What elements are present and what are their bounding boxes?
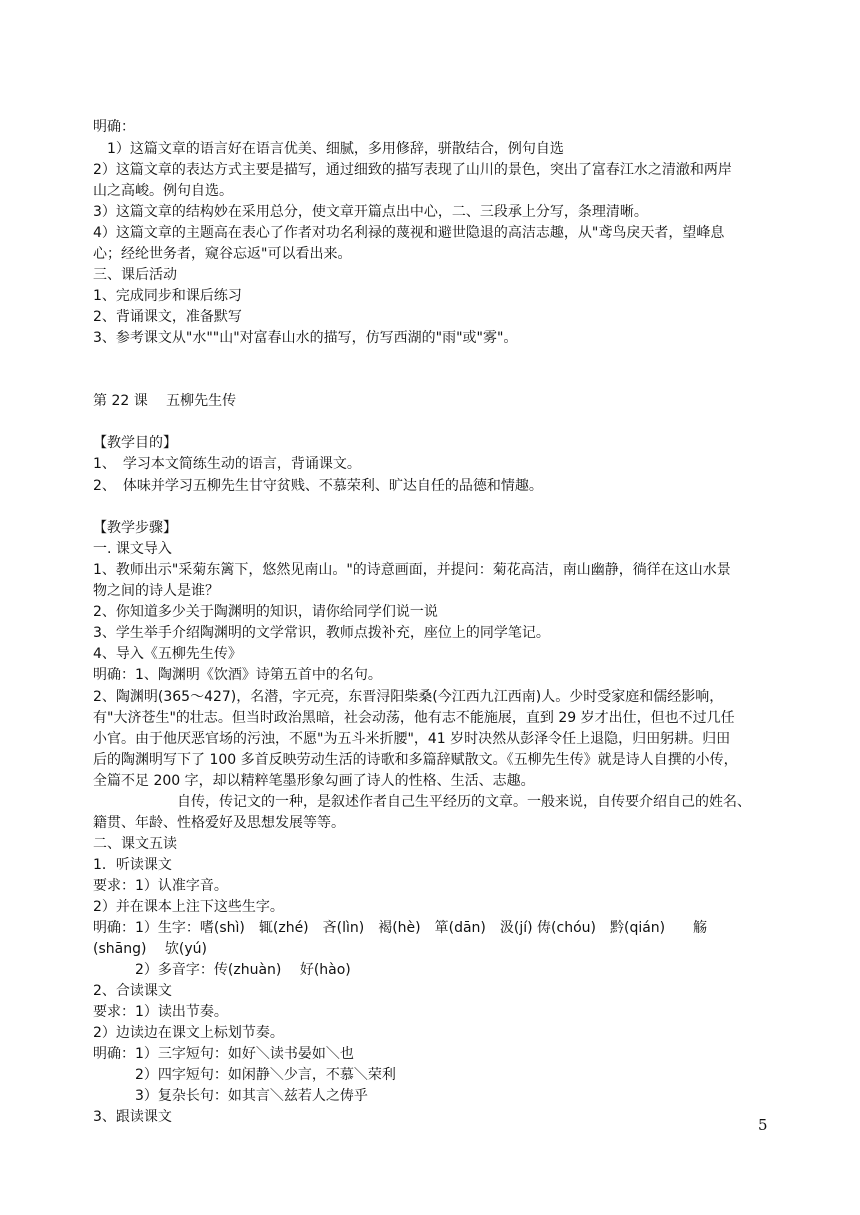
text-line: 1、教师出示"采菊东篱下，悠然见南山。"的诗意画面，并提问：菊花高洁，南山幽静，徜徉在这山水景	[93, 562, 731, 578]
text-line: 1、 学习本文简练生动的语言，背诵课文。	[93, 456, 361, 472]
text-line: 2）多音字：传(zhuàn) 好(hào)	[93, 962, 351, 978]
text-line: 4）这篇文章的主题高在表心了作者对功名利禄的蔑视和避世隐退的高洁志趣，从"鸢鸟戾天者，望峰息	[93, 225, 725, 241]
text-line: 1．听读课文	[93, 857, 172, 873]
text-line: 明确：1）三字短句：如好＼读书晏如＼也	[93, 1046, 354, 1062]
text-line: 小官。由于他厌恶官场的污浊，不愿"为五斗米折腰"，41 岁时决然从彭泽令任上退隐，归田躬耕。归田	[93, 731, 731, 747]
text-line: 3）复杂长句：如其言＼兹若人之俦乎	[93, 1088, 368, 1104]
text-line: 2）并在课本上注下这些生字。	[93, 899, 284, 915]
text-line: 山之高峻。例句自选。	[93, 183, 233, 199]
page-number: 5	[758, 1116, 768, 1134]
text-line: (shāng) 欤(yú)	[93, 941, 207, 957]
text-line: 要求：1）读出节奏。	[93, 1004, 228, 1020]
text-line: 后的陶渊明写下了 100 多首反映劳动生活的诗歌和多篇辞赋散文。《五柳先生传》就是诗人自撰的小传，	[93, 752, 738, 768]
text-line: 4、导入《五柳先生传》	[93, 646, 242, 662]
text-line: 2）四字短句：如闲静＼少言，不慕＼荣利	[93, 1067, 396, 1083]
section-heading: 三、课后活动	[93, 267, 177, 283]
lesson-title: 第 22 课 五柳先生传	[93, 393, 237, 409]
section-heading: 二、课文五读	[93, 836, 177, 852]
text-line: 2）这篇文章的表达方式主要是描写，通过细致的描写表现了山川的景色，突出了富春江水之清澈和两岸	[93, 162, 732, 178]
text-line: 物之间的诗人是谁？	[93, 583, 219, 599]
text-line: 1、完成同步和课后练习	[93, 288, 242, 304]
text-line: 2、合读课文	[93, 983, 172, 999]
text-line: 明确：1、陶渊明《饮酒》诗第五首中的名句。	[93, 667, 382, 683]
section-heading: 一. 课文导入	[93, 541, 172, 557]
text-line: 心；经纶世务者，窥谷忘返"可以看出来。	[93, 246, 352, 262]
text-line: 自传，传记文的一种，是叙述作者自己生平经历的文章。一般来说，自传要介绍自己的姓名、	[93, 794, 751, 810]
text-line: 3、跟读课文	[93, 1109, 172, 1125]
text-line: 2、背诵课文，准备默写	[93, 309, 242, 325]
text-line: 3、学生举手介绍陶渊明的文学常识，教师点拨补充，座位上的同学笔记。	[93, 625, 550, 641]
text-line: 2）边读边在课文上标划节奏。	[93, 1025, 284, 1041]
section-heading: 【教学目的】	[93, 435, 177, 451]
text-line: 明确：	[93, 119, 135, 135]
text-line: 全篇不足 200 字，却以精粹笔墨形象勾画了诗人的性格、生活、志趣。	[93, 773, 535, 789]
text-line: 3、参考课文从"水""山"对富春山水的描写，仿写西湖的"雨"或"雾"。	[93, 330, 518, 346]
text-line: 籍贯、年龄、性格爱好及思想发展等等。	[93, 815, 345, 831]
text-line: 2、 体味并学习五柳先生甘守贫贱、不慕荣利、旷达自任的品德和情趣。	[93, 478, 543, 494]
text-line: 1）这篇文章的语言好在语言优美、细腻，多用修辞，骈散结合，例句自选	[93, 141, 564, 157]
text-line: 有"大济苍生"的壮志。但当时政治黑暗，社会动荡，他有志不能施展，直到 29 岁才出仕，但也不过几任	[93, 710, 735, 726]
text-line: 要求：1）认准字音。	[93, 878, 228, 894]
section-heading: 【教学步骤】	[93, 520, 177, 536]
text-line: 明确：1）生字：嗜(shì) 辄(zhé) 吝(lìn) 褐(hè) 箪(dān) 汲(jí) 俦(chóu) 黔(qián) 觞	[93, 920, 708, 936]
text-line: 3）这篇文章的结构妙在采用总分，使文章开篇点出中心，二、三段承上分写，条理清晰。	[93, 204, 648, 220]
text-line: 2、陶渊明(365～427)，名潜，字元亮，东晋浔阳柴桑(今江西九江西南)人。少时受家庭和儒经影响，	[93, 689, 724, 705]
text-line: 2、你知道多少关于陶渊明的知识，请你给同学们说一说	[93, 604, 438, 620]
